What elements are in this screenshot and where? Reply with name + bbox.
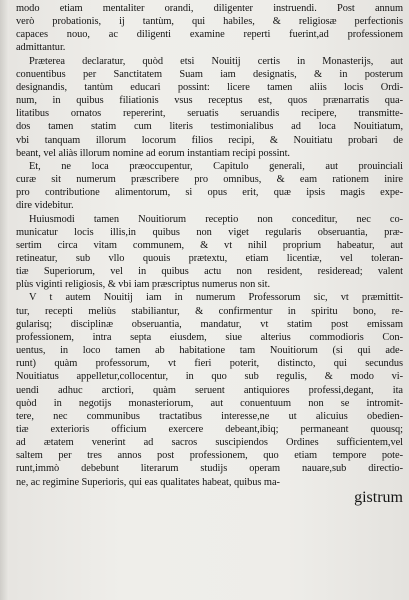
text-line: retineatur, sub vllo quouis prætextu, etiam licentiæ, vel toleran- [16, 252, 403, 264]
text-line: Nouitiatus appelletur,collocentur, in quo sub regulis, & modo vi- [16, 371, 403, 383]
text-line: curæ sit numerum præscribere pro omnibus, & eam rationem inire [16, 174, 403, 186]
text-line: Huiusmodi tamen Nouitiorum receptio non conceditur, nec co- [29, 213, 403, 225]
text-line: Et, ne loca præoccupentur, Capitulo generali, aut prouinciali [29, 160, 403, 172]
page-edge [0, 0, 9, 600]
text-line: plùs viginti religiosis, & vbi iam præscriptus numerus non sit. [16, 279, 271, 291]
paragraph-p4 [16, 213, 403, 292]
text-line: municatur locis illis,in quibus non viget regularis obseruantia, præ- [16, 226, 403, 238]
text-line: tiæ exterioris officium exercere debeant,ibiq; permaneant quousq; [16, 424, 403, 435]
text-line: vbi tanquam illorum locorum filios recipi, & Nouitiatu probari de [16, 134, 403, 146]
text-line: designandis, tantùm educari possint: licere tamen aliis locis Ordi- [16, 81, 403, 93]
text-line: tur, recepti meliùs stabiliantur, & confirmentur in spiritu bono, re- [16, 305, 403, 317]
text-line: professionem, intra septa eiusdem, siue alterius commodioris Con- [16, 331, 403, 343]
catchword: gistrum [354, 488, 403, 506]
text-line: pro contributione alimentorum, si opus erit, quæ ipsis magis expe- [16, 187, 403, 199]
text-line: quòd in negotijs monasteriorum, aut conuentuum non se intromit- [16, 397, 403, 409]
paragraph-p3 [16, 160, 403, 213]
text-line: runt,immò debebunt literarum studijs operam nauare,sub directio- [16, 463, 403, 475]
text-line: runt) quàm professorum, vt fieri poterit, distincto, qui secundus [16, 358, 403, 370]
text-line: gularisq; disciplinæ obseruantia, mandatur, vt statim post emissam [16, 318, 403, 330]
text-line: litatibus ornatos repererint, seruatis seruandis recipere, transmitte- [16, 108, 403, 120]
text-line: verò probationis, ij tantùm, qui habiles, & religiosæ perfectionis [16, 16, 403, 28]
text-line: Præterea declaratur, quòd etsi Nouitij certis in Monasterijs, aut [29, 55, 403, 67]
text-line: uendi adhuc arctiori, quàm seruent antiquiores professi,degant, ita [16, 384, 403, 396]
text-body [16, 2, 403, 489]
text-line: uentus, in loco tamen ab habitatione tam Nouitiorum (si qui ade- [16, 345, 403, 357]
text-line: conuentibus per Sanctitatem Suam iam designatis, & in posterum [16, 68, 403, 80]
text-line: modo etiam mentaliter orandi, diligenter instruendi. Post annum [16, 3, 403, 14]
paragraph-p2 [16, 55, 403, 160]
text-line: beant, vel aliàs illorum nomine ad eorum instantiam recipi possint. [16, 147, 290, 159]
text-line: sertim circa vitam communem, & vt nihil proprium habeatur, aut [16, 239, 403, 251]
text-line: V t autem Nouitij iam in numerum Professorum sic, vt præmittit- [29, 292, 403, 304]
text-line: tere, nec communibus tractatibus interesse,ne ut alicuius obedien- [16, 410, 403, 422]
text-line: tiæ Superiorum, vel in quibus actu non resident, resideread; valent [16, 266, 403, 278]
paragraph-p5 [16, 291, 403, 488]
text-line: saltem per tres annos post professionem, quo etiam tempore pote- [16, 450, 403, 462]
text-line: num, in quibus filiationis vsus receptus est, quos prænarratis qua- [16, 95, 403, 107]
text-line: capaces nouo, ac diligenti examine reperti fuerint,ad professionem [16, 29, 403, 41]
text-line: dire videbitur. [16, 200, 74, 212]
text-line: ne, ac regimine Superioris, qui eas qualitates habeat, quibus ma- [16, 476, 280, 488]
text-line: ad ætatem venerint ad sacros suscipiendos Ordines sufficientem,vel [16, 437, 403, 449]
text-line: dos tamen statim cum literis testimonialibus ad loca Nouitiatum, [16, 121, 403, 133]
paragraph-p1 [16, 2, 403, 55]
text-line: admittantur. [16, 42, 66, 54]
